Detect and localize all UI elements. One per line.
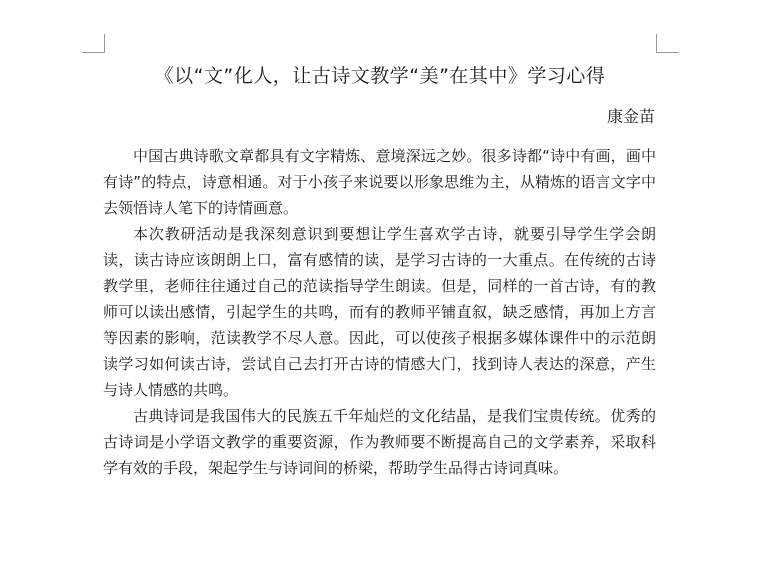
paragraph: 中国古典诗歌文章都具有文字精炼、意境深远之妙。很多诗都“诗中有画，画中有诗”的特点，诗意相通。对于小孩子来说要以形象思维为主，从精炼的语言文字中去领悟诗人笔下的诗情画意。	[103, 147, 656, 217]
top-right-margin-mark	[656, 34, 679, 53]
paragraph: 古典诗词是我国伟大的民族五千年灿烂的文化结晶，是我们宝贵传统。优秀的古诗词是小学语文教学的重要资源，作为教师要不断提高自己的文学素养，采取科学有效的手段，架起学生与诗词间的桥梁，帮助学生品得古诗词真味。	[103, 407, 656, 477]
top-left-margin-mark	[82, 34, 105, 53]
document-title: 《以“文”化人，让古诗文教学“美”在其中》学习心得	[154, 65, 606, 87]
paragraph: 本次教研活动是我深刻意识到要想让学生喜欢学古诗，就要引导学生学会朗读，读古诗应该朗朗上口，富有感情的读，是学习古诗的一大重点。在传统的古诗教学里，老师往往通过自己的范读指导学生朗读。但是，同样的一首古诗，有的教师可以读出感情，引起学生的共鸣，而有的教师平铺直叙，缺乏感情，再加上方言等因素的影响，范读教学不尽人意。因此，可以使孩子根据多媒体课件中的示范朗读学习如何读古诗，尝试自己去打开古诗的情感大门，找到诗人表达的深意，产生与诗人情感的共鸣。	[103, 225, 656, 399]
document-body	[103, 143, 656, 481]
document-author: 康金苗	[606, 107, 655, 126]
